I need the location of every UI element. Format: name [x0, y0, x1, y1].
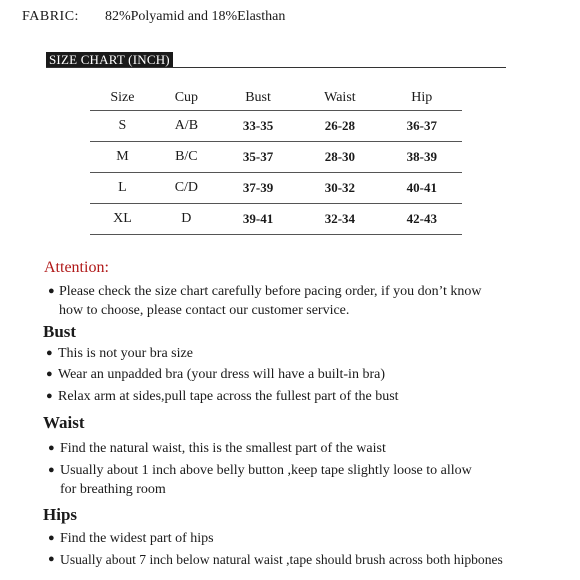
list-item — [48, 461, 568, 499]
table-row — [90, 173, 462, 204]
bullet-dot-icon: ● — [46, 347, 53, 359]
hips-item-2: Usually about 7 inch below natural waist ,tape should brush across both hipbones — [60, 552, 503, 567]
cell-hip: 38-39 — [382, 142, 462, 173]
hips-item-1: Find the widest part of hips — [60, 531, 214, 546]
cell-size: XL — [90, 204, 155, 235]
list-item — [48, 529, 568, 548]
bust-item-3: Relax arm at sides,pull tape across the fullest part of the bust — [58, 389, 399, 404]
cell-hip: 36-37 — [382, 111, 462, 142]
list-item — [46, 387, 566, 406]
cell-bust: 35-37 — [218, 142, 298, 173]
cell-size: M — [90, 142, 155, 173]
cell-cup: C/D — [155, 173, 218, 204]
fabric-line — [22, 9, 285, 25]
cell-hip: 42-43 — [382, 204, 462, 235]
waist-item-1: Find the natural waist, this is the smallest part of the waist — [60, 441, 386, 456]
attention-text-line2: how to choose, please contact our customer service. — [59, 303, 350, 318]
header-waist: Waist — [298, 86, 381, 111]
bullet-dot-icon: ● — [48, 553, 55, 565]
bust-item-1: This is not your bra size — [58, 346, 193, 361]
cell-waist: 26-28 — [298, 111, 381, 142]
header-hip: Hip — [382, 86, 462, 111]
header-bust: Bust — [218, 86, 298, 111]
cell-waist: 30-32 — [298, 173, 381, 204]
list-item — [46, 365, 566, 384]
header-size: Size — [90, 86, 155, 111]
fabric-label: FABRIC: — [22, 9, 79, 24]
cell-hip: 40-41 — [382, 173, 462, 204]
list-item — [48, 439, 568, 458]
bust-heading: Bust — [43, 322, 77, 341]
size-chart-title: SIZE CHART (INCH) — [46, 52, 173, 67]
cell-cup: D — [155, 204, 218, 235]
cell-bust: 33-35 — [218, 111, 298, 142]
hips-heading: Hips — [43, 505, 78, 524]
attention-bullet — [48, 282, 568, 320]
waist-heading: Waist — [43, 413, 85, 432]
cell-cup: A/B — [155, 111, 218, 142]
table-row — [90, 204, 462, 235]
header-cup: Cup — [155, 86, 218, 111]
size-chart-table — [90, 86, 462, 235]
cell-bust: 39-41 — [218, 204, 298, 235]
cell-waist: 28-30 — [298, 142, 381, 173]
cell-size: L — [90, 173, 155, 204]
bust-item-2: Wear an unpadded bra (your dress will have a built-in bra) — [58, 367, 385, 382]
size-chart-header — [46, 51, 506, 68]
fabric-value: 82%Polyamid and 18%Elasthan — [104, 9, 286, 24]
waist-item-2-line2: for breathing room — [60, 482, 166, 497]
attention-text-line1: Please check the size chart carefully before pacing order, if you don’t know — [59, 284, 482, 299]
table-row — [90, 111, 462, 142]
cell-bust: 37-39 — [218, 173, 298, 204]
list-item — [46, 344, 566, 363]
attention-heading: Attention: — [44, 259, 109, 276]
cell-size: S — [90, 111, 155, 142]
list-item — [48, 550, 578, 569]
table-row — [90, 142, 462, 173]
bullet-dot-icon: ● — [48, 532, 55, 544]
bullet-dot-icon: ● — [48, 442, 55, 454]
bullet-dot-icon: ● — [48, 285, 55, 297]
bullet-dot-icon: ● — [46, 368, 53, 380]
cell-waist: 32-34 — [298, 204, 381, 235]
bullet-dot-icon: ● — [48, 464, 55, 476]
bullet-dot-icon: ● — [46, 390, 53, 402]
cell-cup: B/C — [155, 142, 218, 173]
waist-item-2-line1: Usually about 1 inch above belly button ,keep tape slightly loose to allow — [60, 463, 472, 478]
table-header-row — [90, 86, 462, 111]
